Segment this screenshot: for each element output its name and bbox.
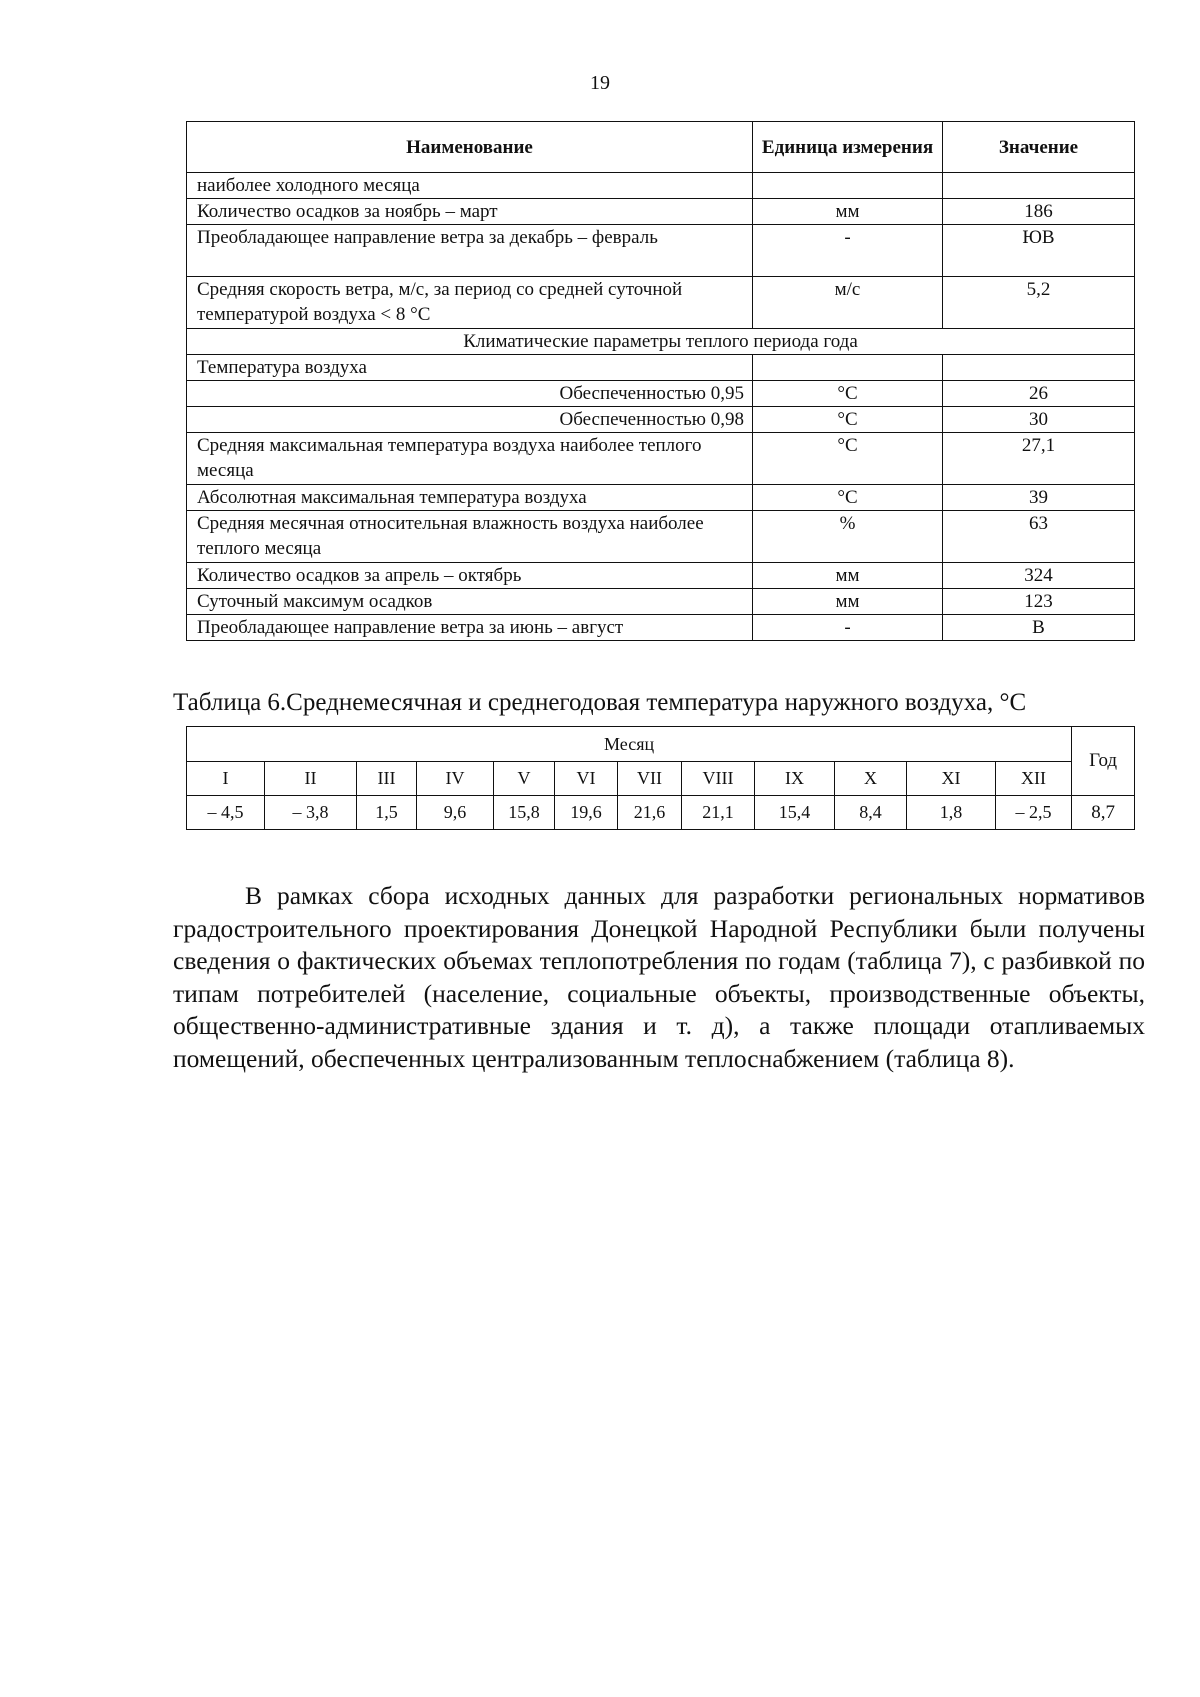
row-unit: мм <box>753 563 943 589</box>
row-unit: °С <box>753 381 943 407</box>
row-value: 63 <box>943 511 1135 563</box>
month-cell: VII <box>618 762 682 796</box>
row-name: Абсолютная максимальная температура воздуха <box>187 485 753 511</box>
row-value: 26 <box>943 381 1135 407</box>
month-cell: I <box>187 762 265 796</box>
row-value <box>943 173 1135 199</box>
climate-parameters-table <box>186 121 1135 641</box>
table-6-caption: Таблица 6.Среднемесячная и среднегодовая температура наружного воздуха, °С <box>173 689 1027 716</box>
month-cell: IV <box>417 762 494 796</box>
row-value: В <box>943 615 1135 641</box>
month-cell: XI <box>907 762 996 796</box>
table-row <box>187 199 1135 225</box>
row-name: Средняя скорость ветра, м/с, за период со средней суточной температурой воздуха < 8 °С <box>187 277 753 329</box>
row-value: 186 <box>943 199 1135 225</box>
temperature-cell: 8,4 <box>835 796 907 830</box>
row-unit: мм <box>753 589 943 615</box>
row-unit: м/с <box>753 277 943 329</box>
table-row <box>187 511 1135 563</box>
row-value: 324 <box>943 563 1135 589</box>
header-unit: Единица измерения <box>753 122 943 173</box>
month-cell: XII <box>996 762 1072 796</box>
temperature-cell: 15,8 <box>494 796 555 830</box>
table-row <box>187 173 1135 199</box>
header-name: Наименование <box>187 122 753 173</box>
temperature-cell: – 2,5 <box>996 796 1072 830</box>
table-row <box>187 277 1135 329</box>
table-row <box>187 485 1135 511</box>
row-unit <box>753 173 943 199</box>
row-value: 30 <box>943 407 1135 433</box>
months-row <box>187 762 1135 796</box>
month-cell: V <box>494 762 555 796</box>
temperature-cell: 21,6 <box>618 796 682 830</box>
temperature-cell: – 4,5 <box>187 796 265 830</box>
table-row <box>187 407 1135 433</box>
row-name: Количество осадков за апрель – октябрь <box>187 563 753 589</box>
row-value: 5,2 <box>943 277 1135 329</box>
row-unit: - <box>753 615 943 641</box>
row-name: Обеспеченностью 0,98 <box>187 407 753 433</box>
row-unit: - <box>753 225 943 277</box>
month-cell: VI <box>555 762 618 796</box>
month-cell: VIII <box>682 762 755 796</box>
year-value-cell: 8,7 <box>1072 796 1135 830</box>
row-unit: °С <box>753 407 943 433</box>
row-unit: °С <box>753 485 943 511</box>
monthly-temperature-table <box>186 726 1135 830</box>
section-title: Климатические параметры теплого периода года <box>187 329 1135 355</box>
row-unit: мм <box>753 199 943 225</box>
table-row <box>187 615 1135 641</box>
table-row <box>187 563 1135 589</box>
row-name: Суточный максимум осадков <box>187 589 753 615</box>
values-row <box>187 796 1135 830</box>
row-unit: °С <box>753 433 943 485</box>
month-cell: IX <box>755 762 835 796</box>
temperature-cell: – 3,8 <box>265 796 357 830</box>
row-value: ЮВ <box>943 225 1135 277</box>
row-value: 123 <box>943 589 1135 615</box>
row-name: Температура воздуха <box>187 355 753 381</box>
row-value <box>943 355 1135 381</box>
row-name: Обеспеченностью 0,95 <box>187 381 753 407</box>
row-name: Преобладающее направление ветра за декабрь – февраль <box>187 225 753 277</box>
row-name: Количество осадков за ноябрь – март <box>187 199 753 225</box>
temperature-cell: 21,1 <box>682 796 755 830</box>
table-row <box>187 381 1135 407</box>
temperature-cell: 15,4 <box>755 796 835 830</box>
header-value: Значение <box>943 122 1135 173</box>
temperature-cell: 19,6 <box>555 796 618 830</box>
month-cell: III <box>357 762 417 796</box>
row-unit <box>753 355 943 381</box>
page-number: 19 <box>590 72 610 94</box>
month-header-row <box>187 727 1135 762</box>
table-header-row <box>187 122 1135 173</box>
section-row <box>187 329 1135 355</box>
year-header: Год <box>1072 727 1135 796</box>
body-paragraph: В рамках сбора исходных данных для разработки региональных нормативов градостроительного проектирования Донецкой Народной Республики были получены сведения о фактических объемах теплопотребления по годам (таблица 7), с разбивкой по типам потребителей (население, социальные объекты, производственные объекты, общественно-административные здания и т. д), а также площади отапливаемых помещений, обеспеченных централизованным теплоснабжением (таблица 8). <box>173 881 1145 1073</box>
row-value: 39 <box>943 485 1135 511</box>
row-value: 27,1 <box>943 433 1135 485</box>
table-row <box>187 225 1135 277</box>
table-row <box>187 355 1135 381</box>
row-name: наиболее холодного месяца <box>187 173 753 199</box>
row-name: Средняя максимальная температура воздуха наиболее теплого месяца <box>187 433 753 485</box>
month-header: Месяц <box>187 727 1072 762</box>
temperature-cell: 9,6 <box>417 796 494 830</box>
temperature-cell: 1,5 <box>357 796 417 830</box>
month-cell: II <box>265 762 357 796</box>
table-row <box>187 433 1135 485</box>
row-name: Преобладающее направление ветра за июнь – август <box>187 615 753 641</box>
month-cell: X <box>835 762 907 796</box>
temperature-cell: 1,8 <box>907 796 996 830</box>
row-unit: % <box>753 511 943 563</box>
row-name: Средняя месячная относительная влажность воздуха наиболее теплого месяца <box>187 511 753 563</box>
table-row <box>187 589 1135 615</box>
